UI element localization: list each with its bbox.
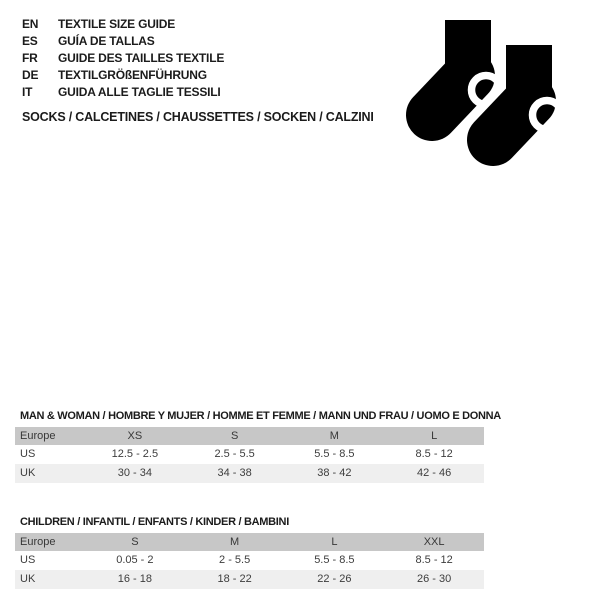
table-cell: 16 - 18 (117, 573, 152, 585)
language-title-list (22, 16, 224, 101)
table-cell: 0.05 - 2 (116, 554, 154, 566)
table-cell: 12.5 - 2.5 (111, 448, 159, 460)
row-label: UK (20, 467, 36, 479)
table-row-uk (15, 570, 484, 589)
table-row-us (15, 551, 484, 570)
row-label: US (20, 448, 36, 460)
sock-icon-back (432, 20, 501, 115)
socks-icon (398, 8, 568, 178)
lang-row-it (22, 84, 224, 101)
table-cell: 2 - 5.5 (219, 554, 251, 566)
table-header-cell: XS (127, 430, 143, 442)
table-header-row (15, 533, 484, 551)
table-header-cell: XXL (423, 536, 445, 548)
lang-code: EN (22, 17, 39, 31)
table-cell: 18 - 22 (217, 573, 252, 585)
lang-code: DE (22, 68, 39, 82)
lang-label: TEXTILGRÖßENFÜHRUNG (58, 68, 207, 82)
table-row-us (15, 445, 484, 464)
adult-section-title: MAN & WOMAN / HOMBRE Y MUJER / HOMME ET FEMME / MANN UND FRAU / UOMO E DONNA (20, 410, 501, 422)
table-header-row (15, 427, 484, 445)
lang-label: GUIDA ALLE TAGLIE TESSILI (58, 85, 221, 99)
table-cell: 22 - 26 (317, 573, 352, 585)
table-header-cell: Europe (20, 430, 56, 442)
children-size-section (15, 516, 484, 589)
table-header-cell: S (131, 536, 139, 548)
category-line: SOCKS / CALCETINES / CHAUSSETTES / SOCKEN / CALZINI (22, 110, 374, 124)
table-row-uk (15, 464, 484, 483)
row-label: US (20, 554, 36, 566)
table-cell: 26 - 30 (417, 573, 452, 585)
table-cell: 42 - 46 (417, 467, 452, 479)
table-cell: 34 - 38 (217, 467, 252, 479)
lang-label: GUÍA DE TALLAS (58, 34, 155, 48)
sock-icon-front (493, 45, 562, 140)
table-cell: 30 - 34 (117, 467, 152, 479)
table-cell: 8.5 - 12 (415, 448, 453, 460)
table-header-cell: S (230, 430, 239, 442)
lang-row-en (22, 16, 224, 33)
adult-size-table (15, 427, 484, 483)
lang-code: IT (22, 85, 33, 99)
table-header-cell: L (331, 536, 338, 548)
table-cell: 5.5 - 8.5 (314, 554, 355, 566)
table-header-cell: L (431, 430, 438, 442)
lang-code: FR (22, 51, 38, 65)
table-cell: 2.5 - 5.5 (214, 448, 255, 460)
table-header-cell: Europe (20, 536, 56, 548)
table-cell: 38 - 42 (317, 467, 352, 479)
table-cell: 8.5 - 12 (415, 554, 453, 566)
table-cell: 5.5 - 8.5 (314, 448, 355, 460)
lang-code: ES (22, 34, 38, 48)
lang-label: TEXTILE SIZE GUIDE (58, 17, 176, 31)
lang-row-de (22, 67, 224, 84)
adult-size-section (15, 410, 501, 483)
lang-row-fr (22, 50, 224, 67)
children-size-table (15, 533, 484, 589)
row-label: UK (20, 573, 36, 585)
table-header-cell: M (230, 536, 240, 548)
table-header-cell: M (329, 430, 339, 442)
lang-label: GUIDE DES TAILLES TEXTILE (58, 51, 225, 65)
children-section-title: CHILDREN / INFANTIL / ENFANTS / KINDER / BAMBINI (20, 516, 289, 528)
lang-row-es (22, 33, 224, 50)
